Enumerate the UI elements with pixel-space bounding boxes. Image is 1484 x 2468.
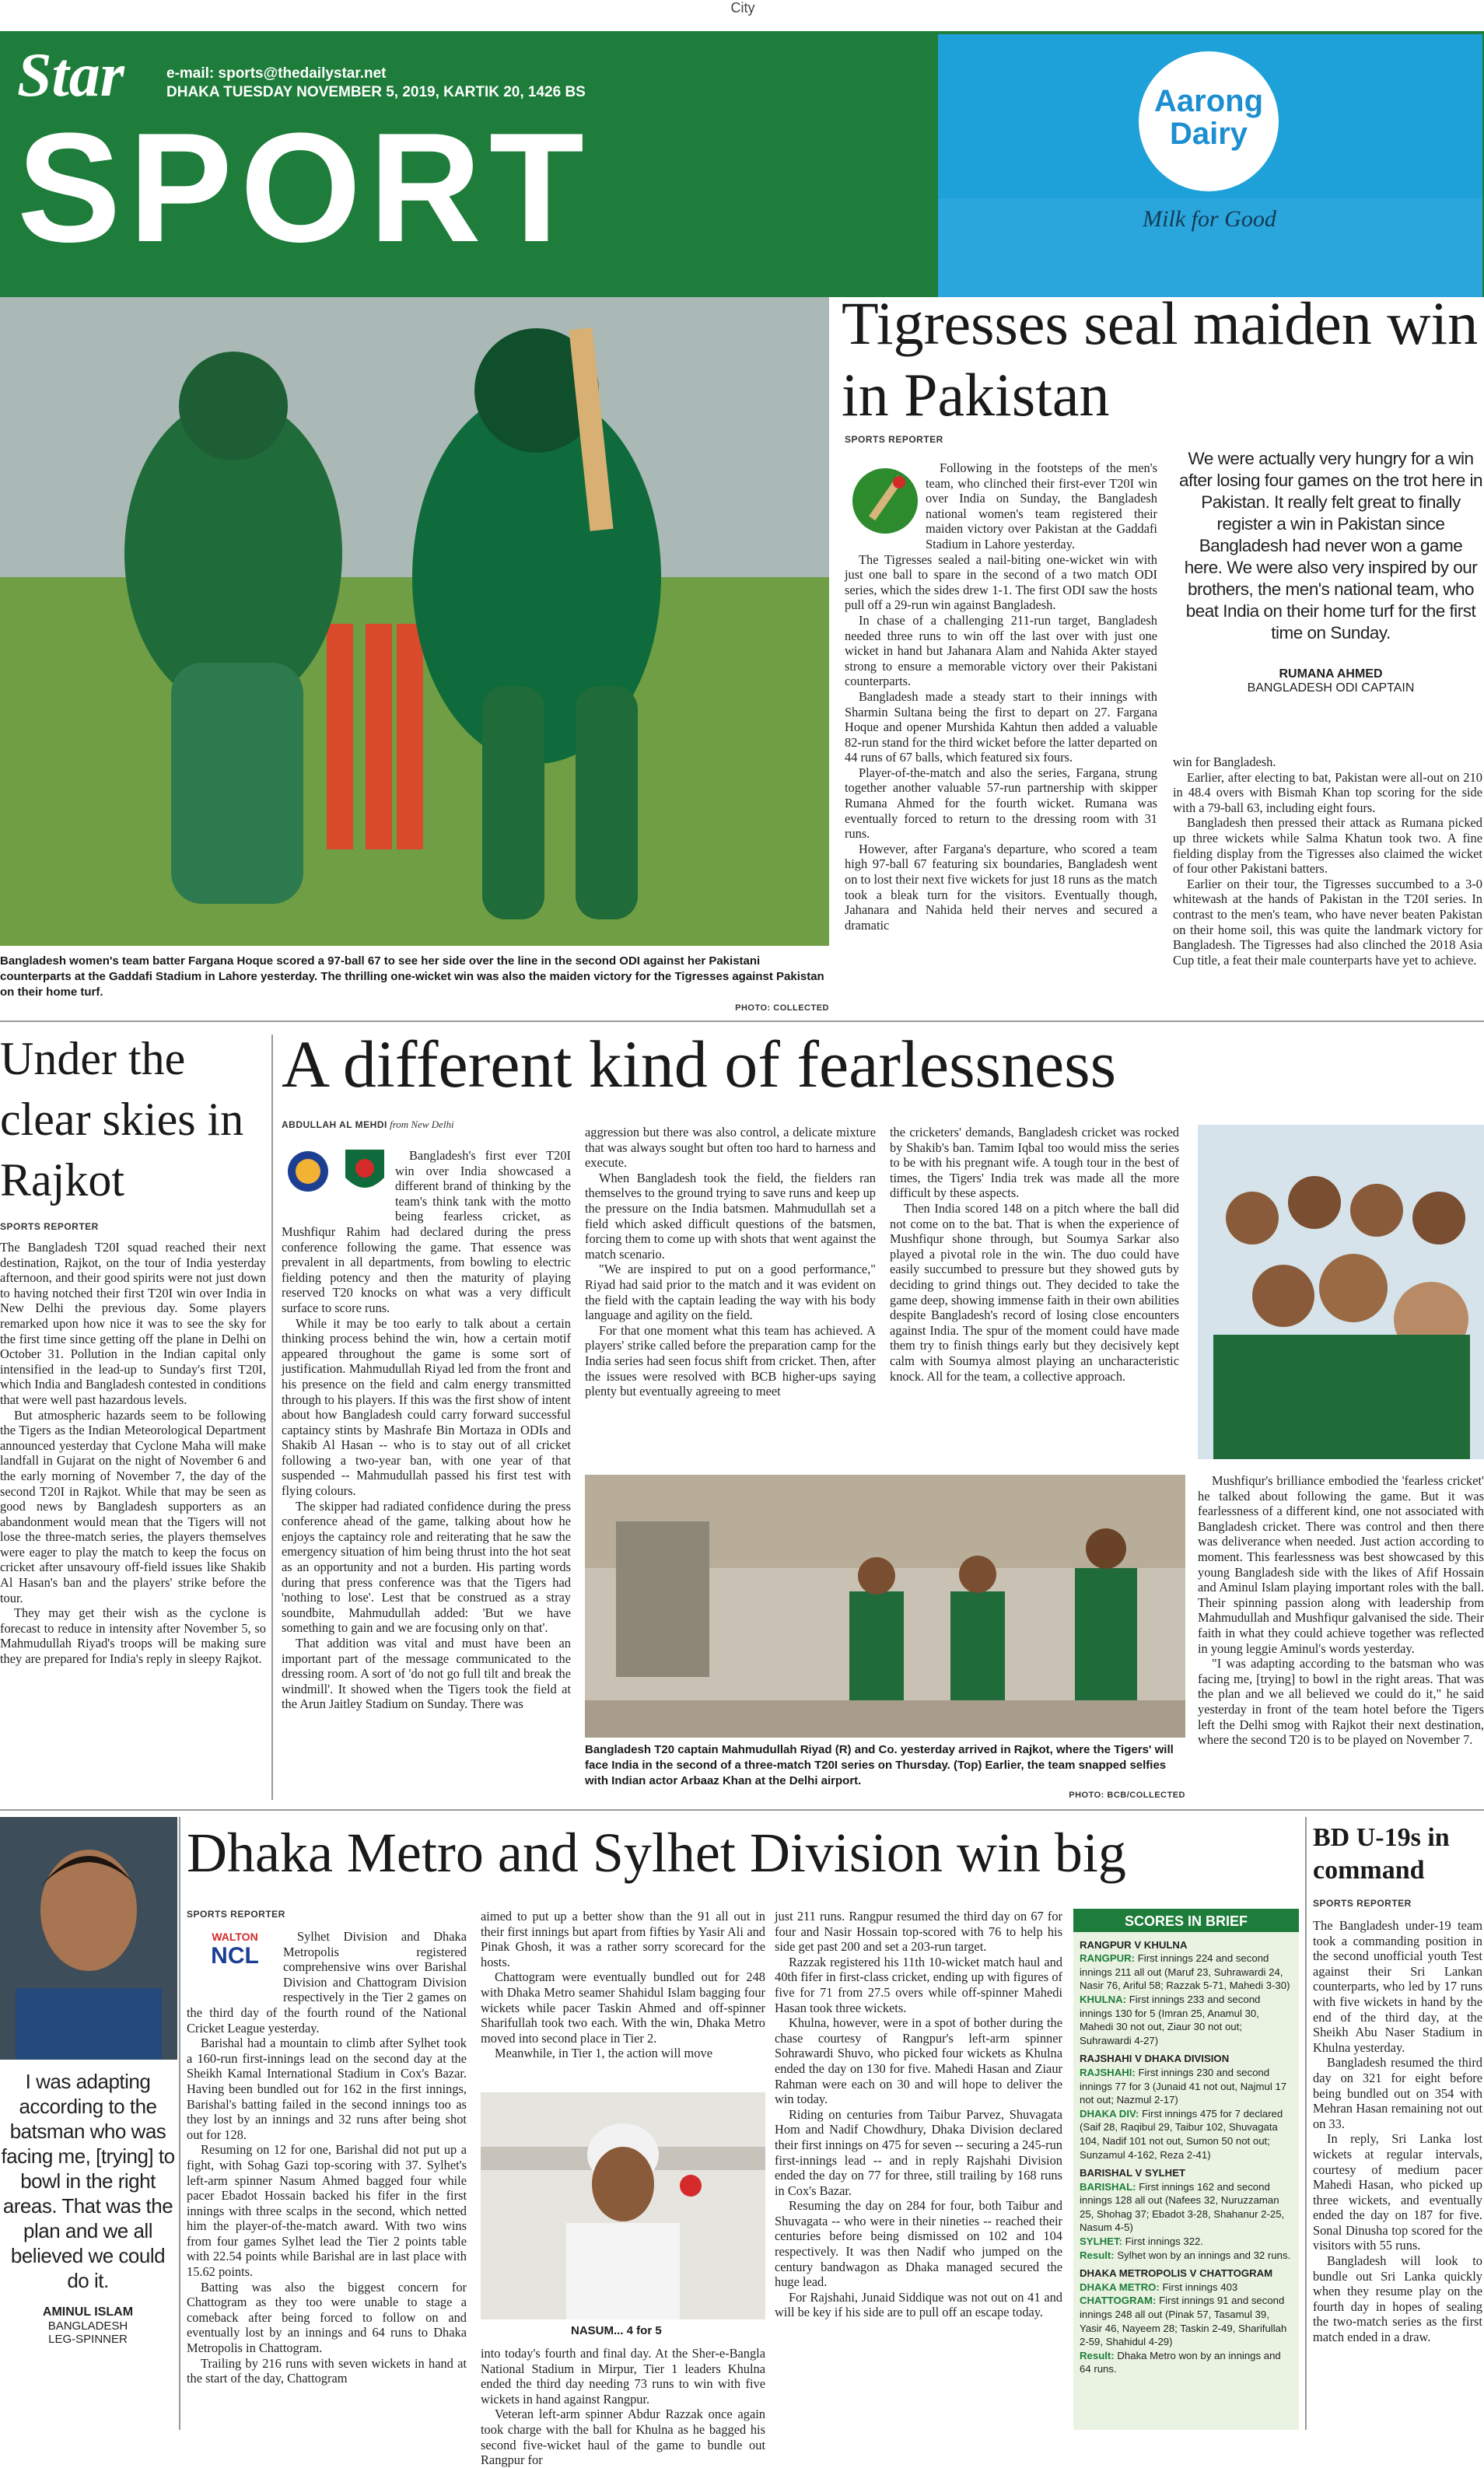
- fearless-column-3: [890, 1125, 1179, 1467]
- scores-text: First innings 233 and second innings 130 for 5 (Imran 25, Anamul 30, Mahedi 30 not out, Ziaur 30 not out; Suhrawardi 4-27): [1080, 1993, 1261, 2046]
- scores-match-head: BARISHAL V SYLHET: [1080, 2167, 1186, 2179]
- ncl-paragraph: Veteran left-arm spinner Abdur Razzak once again took charge with the ball for Khulna as he bagged his second five-wicket haul of the game to bundle out Rangpur for: [481, 2407, 765, 2468]
- ncl-paragraph: Khulna, however, were in a spot of bother during the chase courtesy of Rangpur's left-arm spinner Sohrawardi Shuvo, who picked four wickets as Khulna ended the day on 130 for five. Mahedi Hasan and Ziaur Rahman were each on 30 and will hope to deliver the win today.: [775, 2015, 1062, 2107]
- ncl-paragraph: Razzak registered his 11th 10-wicket match haul and 40th fifer in first-class cricket, ending up with figures of five for 71 from 27.5 overs while off-spinner Mahedi Hasan took three wickets.: [775, 1954, 1062, 2015]
- ncl-column-2b: [481, 2346, 765, 2468]
- fearless-headline: A different kind of fearlessness: [282, 1027, 1117, 1101]
- ncl-column-2: [481, 1909, 765, 2089]
- scores-line: [1080, 2235, 1293, 2249]
- scores-text: First innings 224 and second innings 211 all out (Maruf 23, Suhrawardi 24, Nasir 76, Ariful 58; Razzak 5-71, Mahedi 3-30): [1080, 1952, 1290, 1992]
- aminul-quote-text: I was adapting according to the batsman who was facing me, [trying] to bowl in the right areas. That was the plan and we all believed we could do it.: [1, 2070, 175, 2292]
- ncl-paragraph: Resuming on 12 for one, Barishal did not put up a fight, with Sohag Gazi top-scoring with 37. Sylhet's left-arm spinner Nasum Ahmed bagged four while pacer Ebadot Hossain backed his fifer in the first innings with three scalps in the second, which netted him the player-of-the-match award. With two wins from four games Sylhet lead the Tier 2 points table with 22.54 points while Barishal are in last place with 15.62 points.: [187, 2142, 467, 2280]
- aminul-quote-name: AMINUL ISLAM: [42, 2305, 134, 2319]
- team-photo: [585, 1475, 1185, 1738]
- ncl-paragraph: Riding on centuries from Taibur Parvez, Shuvagata Hom and Nadif Chowdhury, Dhaka Division declared their first innings on 475 for seven -- securing a 245-run first-innings lead -- and in reply Rajshahi Division ended the day on 77 for three, still trailing by 168 runs in Cox's Bazar.: [775, 2106, 1062, 2198]
- scores-line: [1080, 2294, 1293, 2348]
- scores-team: SYLHET:: [1080, 2235, 1122, 2248]
- divider: [179, 1817, 180, 2430]
- masthead-email: e-mail: sports@thedailystar.net: [166, 65, 387, 82]
- rajkot-body: [0, 1240, 266, 1800]
- scores-line: [1080, 2249, 1293, 2263]
- running-head: City: [730, 0, 755, 16]
- nasum-photo-caption: NASUM... 4 for 5: [571, 2324, 662, 2337]
- lead-paragraph: Earlier on their tour, the Tigresses succumbed to a 3-0 whitewash at the hands of Pakistan in the T20I series. In contrast to the men's team, who have never beaten Pakistan on their home soil, this was quite the landmark victory for Bangladesh. The Tigresses had also clinched the 2018 Asia Cup title, a feat their male counterparts have yet to achieve.: [1173, 876, 1482, 968]
- lead-pull-quote-text: We were actually very hungry for a win after losing four games on the trot here in Pakistan. It really felt great to finally register a win in Pakistan since Bangladesh had never won a game here. We were also very inspired by our brothers, the men's national team, who beat India on their home turf for the first time on Sunday.: [1179, 449, 1482, 642]
- fearless-paragraph: Bangladesh's first ever T20I win over India showcased a different brand of thinking by the team's think tank with the motto being fearless cricket, as Mushfiqur Rahim had declared during the press conference following the game. That essence was prevalent in all departments, from bowling to electric fielding potency and then the maturity of playing reserved T20 knocks on what was a very difficult surface to score runs.: [282, 1148, 571, 1315]
- rajkot-paragraph: But atmospheric hazards seem to be following the Tigers as the Indian Meteorological Department announced yesterday that Cyclone Maha will make landfall in Gujarat on the night of November 6 and the early morning of November 7, the day of the second T20I in Rajkot. While that may be seen as good news by Bangladesh supporters as an abandonment would mean that the Tigers will not lose the three-match series, the players themselves were eager to play the match to keep the focus on cricket after unsavoury off-field issues like Shakib Al Hasan's ban and the players' strike before the tour.: [0, 1407, 266, 1605]
- scores-team: BARISHAL:: [1080, 2180, 1136, 2193]
- team-photo-illustration: [585, 1475, 1185, 1738]
- scores-match-head: RAJSHAHI V DHAKA DIVISION: [1080, 2053, 1230, 2065]
- scores-box: [1073, 1909, 1299, 2430]
- scores-line: [1080, 2066, 1293, 2107]
- scores-line: [1080, 2281, 1293, 2295]
- scores-team: RAJSHAHI:: [1080, 2066, 1136, 2078]
- scores-match-head: DHAKA METROPOLIS V CHATTOGRAM: [1080, 2267, 1273, 2280]
- rajkot-byline: SPORTS REPORTER: [0, 1221, 99, 1232]
- ncl-paragraph: Resuming the day on 284 for four, both Taibur and Shuvagata -- who were in their nineties -- reached their centuries before being dismissed on 102 and 104 respectively. It was then Nadif who jumped on the century bandwagon as Dhaka managed secured the huge lead.: [775, 2198, 1062, 2290]
- selfie-photo: [1198, 1125, 1484, 1459]
- fearless-paragraph: For that one moment what this team has achieved. A players' strike called before the preparation camp for the India series had seen focus shift from cricket. Then, after the issues were resolved with BCB higher-ups saying plenty but eventually agreeing to meet: [585, 1322, 876, 1399]
- fearless-paragraph: Then India scored 148 on a pitch where the ball did not come on to the bat. That is when the experience of Mushfiqur shone through, but Soumya Sarkar also played a pivotal role in the win. The duo could have easily succumbed to pressure but they showed guts by deciding to grind things out. They decided to take the game deep, showing immense faith in their own abilities despite Bangladesh's record of losing close encounters against India. The spur of the moment could have made them try to finish things early but they decisively kept calm with Soumya almost playing an uncharacteristic knock. All for the team, a collective approach.: [890, 1200, 1179, 1384]
- fearless-paragraph: aggression but there was also control, a delicate mixture that was always sought but often too hard to harness and execute.: [585, 1125, 876, 1171]
- scores-line: [1080, 2107, 1293, 2162]
- scores-title: SCORES IN BRIEF: [1073, 1912, 1299, 1932]
- scores-line: [1080, 2180, 1293, 2235]
- scores-match: [1080, 2166, 1293, 2262]
- ncl-paragraph: into today's fourth and final day. At the Sher-e-Bangla National Stadium in Mirpur, Tier 1 leaders Khulna ended the third day needing 73 runs to win with five wickets in hand against Rangpur.: [481, 2346, 765, 2407]
- scores-text: First innings 162 and second innings 128 all out (Nafees 32, Nuruzzaman 25, Shohag 37; Ebadot 3-28, Shahanur 2-25, Nasum 4-5): [1080, 2180, 1285, 2234]
- ncl-paragraph: Meanwhile, in Tier 1, the action will move: [495, 2046, 712, 2061]
- ncl-column-1: [187, 1929, 467, 2430]
- lead-headline: Tigresses seal maiden win in Pakistan: [842, 289, 1479, 429]
- u19-paragraph: Bangladesh resumed the third day on 321 for eight before being bundled out on 354 with Mehran Hasan remaining not out on 33.: [1313, 2055, 1482, 2131]
- ncl-headline: Dhaka Metro and Sylhet Division win big: [187, 1822, 1126, 1884]
- lead-paragraph: However, after Fargana's departure, who scored a team high 97-ball 67 featuring six boundaries, Bangladesh went on to lost their next five wickets for just 18 runs as the match took a bleak turn for the visitors. Eventually though, Jahanara and Nahida held their nerves and secured a dramatic: [845, 841, 1157, 933]
- fearless-paragraph: The skipper had radiated confidence during the press conference ahead of the game, talking about how he enjoys the captaincy role and reiterating that he saw the emergency situation of him being thrust into the hot seat as an opportunity and not a burden. His parting words during that press conference was that the Tigers had 'nothing to lose'. Lest that be construed as a stray soundbite, Mahmudullah added: 'But we have something to gain and we are focusing only on that'.: [282, 1498, 571, 1636]
- u19-headline: BD U-19s in command: [1313, 1823, 1450, 1885]
- fearless-paragraph: the cricketers' demands, Bangladesh cricket was rocked by Shakib's ban. Tamim Iqbal too would miss the series to be with his pregnant wife. A tough tour in the best of times, the Tigers' India trek was made all the more difficult by these aspects.: [890, 1125, 1179, 1201]
- aminul-photo: [0, 1817, 177, 2060]
- scores-team: Result:: [1080, 2249, 1115, 2261]
- lead-paragraph: Player-of-the-match and also the series, Fargana, strung together another valuable 57-run partnership with skipper Rumana Ahmed for the fourth wicket. Rumana was eventually forced to return to the dressing room with 31 runs.: [845, 765, 1157, 842]
- nasum-photo-illustration: [481, 2092, 765, 2319]
- aminul-quote: [0, 2069, 176, 2346]
- lead-paragraph: Bangladesh made a steady start to their innings with Sharmin Sultana being the first to depart on 27. Fargana Hoque and opener Murshida Kahtun then added a valuable 82-run stand for the third wicket before the latter departed on 44 runs of 67 balls, which featured six fours.: [845, 688, 1157, 765]
- ncl-byline: SPORTS REPORTER: [187, 1909, 285, 1920]
- masthead-brand: Star: [17, 41, 124, 110]
- aminul-photo-illustration: [0, 1817, 177, 2060]
- ncl-paragraph: For Rajshahi, Junaid Siddique was not out on 41 and will be key if his side are to pull off an escape today.: [775, 2289, 1062, 2320]
- rajkot-paragraph: The Bangladesh T20I squad reached their next destination, Rajkot, on the tour of India yesterday afternoon, and their good spirits were not just down to having notched their first T20I win over India in New Delhi the previous day. Some players remarked upon how nice it was to see the sky for the first time since getting off the plane in Delhi on October 31. Pollution in the Indian capital only intensified in the lead-up to Sunday's first T20I, which India and Bangladesh contested in conditions that were well past hazardous levels.: [0, 1240, 266, 1407]
- divider: [0, 1809, 1484, 1811]
- lead-pull-quote-title: BANGLADESH ODI CAPTAIN: [1247, 681, 1415, 695]
- scores-line: [1080, 1993, 1293, 2047]
- lead-paragraph: Earlier, after electing to bat, Pakistan were all-out on 210 in 48.4 overs with Bismah Khan top scoring for the side with a 79-ball 63, including eight fours.: [1173, 769, 1482, 815]
- scores-text: Sylhet won by an innings and 32 runs.: [1117, 2249, 1291, 2261]
- scores-team: Result:: [1080, 2349, 1115, 2361]
- scores-match: [1080, 2052, 1293, 2162]
- u19-byline: SPORTS REPORTER: [1313, 1898, 1412, 1909]
- lead-photo-credit: PHOTO: COLLECTED: [735, 1003, 829, 1013]
- team-photo-caption: Bangladesh T20 captain Mahmudullah Riyad (R) and Co. yesterday arrived in Rajkot, where the Tigers' will face India in the second of a three-match T20I series on Thursday. (Top) Earlier, the team snapped selfies with Indian actor Arbaaz Khan at the Delhi airport.: [585, 1743, 1174, 1787]
- ad-brand-line1: Aarong: [1154, 84, 1263, 118]
- lead-paragraph: win for Bangladesh.: [1173, 754, 1276, 769]
- fearless-column-1: [282, 1148, 571, 1800]
- fearless-paragraph: "We are inspired to put on a good performance," Riyad had said prior to the match and it was evident on the field with the captain leading the way with his body language and agility on the field.: [585, 1262, 876, 1323]
- scores-team: DHAKA METRO:: [1080, 2281, 1160, 2293]
- ncl-paragraph: Batting was also the biggest concern for Chattogram as they too were unable to stage a comeback after being forced to follow on and eventually lost by an innings and 64 runs to Dhaka Metropolis in Chattogram.: [187, 2279, 467, 2356]
- fearless-paragraph: When Bangladesh took the field, the fielders ran themselves to the ground trying to save runs and keep up the pressure on the India batsmen. Mahmudullah set a field which asked difficult questions of the batsmen, forcing them to come up with shots that went against the match scenario.: [585, 1170, 876, 1262]
- scores-line: [1080, 1952, 1293, 1993]
- u19-body: [1313, 1918, 1482, 2430]
- fearless-byline: [282, 1118, 454, 1131]
- divider: [1305, 1817, 1307, 2430]
- rajkot-headline: Under the clear skies in Rajkot: [0, 1033, 244, 1206]
- ncl-paragraph: aimed to put up a better show than the 91 all out in their first innings but apart from fifties by Yasir Ali and Pinak Ghosh, it was a rather sorry scorecard for the hosts.: [481, 1909, 765, 1969]
- aminul-quote-role: LEG-SPINNER: [48, 2333, 128, 2346]
- lead-photo-illustration: [0, 297, 829, 946]
- fearless-paragraph: Mushfiqur's brilliance embodied the 'fearless cricket' he talked about following the game. But it was fearlessness of a different kind, one not associated with Bangladesh cricket. There was control and then there was deliverance when needed. Just action according to moment. This fearlessness was best showcased by this young Bangladesh side with the likes of Afif Hossain and Aminul Islam playing important roles with the ball. Their spinning passion along with leadership from Mahmudullah and Mushfiqur galvanised the side. Their faith in what they could achieve together was reflected in young leggie Aminul's words yesterday.: [1198, 1473, 1484, 1656]
- ncl-paragraph: Sylhet Division and Dhaka Metropolis registered comprehensive wins over Barishal Division and Chattogram Division respectively in the Tier 2 games on the third day of the fourth round of the National Cricket League yesterday.: [187, 1929, 467, 2036]
- ncl-logo-top: WALTON: [212, 1931, 258, 1943]
- lead-pull-quote: [1179, 448, 1482, 695]
- fearless-column-2: [585, 1125, 876, 1467]
- scores-line: [1080, 2349, 1293, 2376]
- scores-match: [1080, 1938, 1293, 2048]
- ad-brand-line2: Dairy: [1169, 117, 1248, 151]
- fearless-paragraph: While it may be too early to talk about a certain thinking process behind the win, how a certain motif appeared throughout the game is some sort of justification. Mahmudullah Riyad led from the front and his presence on the field and calm energy transmitted through to his players. If this was the first show of intent about how Bangladesh could carry forward successful captaincy stints by Mashrafe Bin Mortaza in ODIs and Shakib Al Hasan -- who is to stay out of all cricket following a two-year ban, with one year of that suspended -- Mahmudullah passed his first test with flying colours.: [282, 1315, 571, 1499]
- rajkot-paragraph: They may get their wish as the cyclone is forecast to reduce in intensity after November 5, so Mahmudullah Riyad's troops will be making sure they are prepared for India's reply in sleepy Rajkot.: [0, 1605, 266, 1667]
- lead-pull-quote-name: RUMANA AHMED: [1279, 667, 1383, 681]
- scores-team: KHULNA:: [1080, 1993, 1127, 2005]
- scores-text: First innings 230 and second innings 77 for 3 (Junaid 41 not out, Najmul 17 not out; Nazmul 2-17): [1080, 2066, 1287, 2106]
- scores-team: CHATTOGRAM:: [1080, 2295, 1157, 2307]
- scores-text: First innings 403: [1162, 2281, 1238, 2293]
- ad-tagline: Milk for Good: [1143, 206, 1276, 232]
- scores-team: RANGPUR:: [1080, 1952, 1136, 1965]
- masthead-dateline: DHAKA TUESDAY NOVEMBER 5, 2019, KARTIK 20, 1426 BS: [166, 84, 586, 100]
- ncl-paragraph: Barishal had a mountain to climb after Sylhet took a 160-run first-innings lead on the second day at the Sheikh Kamal International Stadium in Cox's Bazar. Having been bundled out for 162 in the first innings, Barishal's batting failed in the second innings too as they lost by an innings and 32 runs after being shot out for 128.: [187, 2036, 467, 2142]
- ncl-column-3: [775, 1909, 1062, 2430]
- lead-paragraph: Bangladesh then pressed their attack as Rumana picked up three wickets while Salma Khatun took two. A fine fielding display from the Tigresses also claimed the wicket of four other Pakistani batters.: [1173, 815, 1482, 877]
- lead-paragraph: Following in the footsteps of the men's team, who clinched their first-ever T20I win over India on Sunday, the Bangladesh national women's team registered their maiden victory over Pakistan at the Gaddafi Stadium in Lahore yesterday.: [926, 460, 1157, 551]
- lead-byline: SPORTS REPORTER: [845, 434, 943, 445]
- divider: [271, 1034, 273, 1800]
- ncl-paragraph: just 211 runs. Rangpur resumed the third day on 67 for four and Nasir Hossain top-scored with 76 to help his side get past 200 and set a 203-run target.: [775, 1909, 1062, 1955]
- scores-text: First innings 322.: [1125, 2235, 1204, 2248]
- nasum-photo: [481, 2092, 765, 2319]
- u19-paragraph: The Bangladesh under-19 team took a commanding position in the second unofficial youth Test against their Sri Lankan counterparts, who led by 17 runs with five wickets in hand by the end of the third day, at the Sheikh Abu Naser Stadium in Khulna yesterday.: [1313, 1918, 1482, 2055]
- fearless-column-4: [1198, 1473, 1484, 1800]
- fearless-byline-place: from New Delhi: [390, 1118, 454, 1130]
- lead-paragraph: The Tigresses sealed a nail-biting one-wicket win with just one ball to spare in the second of a two match ODI series, which the sides drew 1-1. The first ODI saw the hosts pull off a 29-run win against Bangladesh.: [845, 551, 1157, 613]
- scores-team: DHAKA DIV:: [1080, 2107, 1139, 2120]
- lead-column-2: [1173, 754, 1482, 1014]
- scores-match: [1080, 2267, 1293, 2376]
- scores-text: First innings 91 and second innings 248 all out (Pinak 57, Tasamul 39, Yasir 46, Nayeem 28; Taskin 2-49, Sharifullah 2-59, Shahidul 4-29): [1080, 2295, 1287, 2348]
- scores-text: First innings 475 for 7 declared (Saif 28, Raqibul 29, Taibur 102, Shuvagata 104, Nadif 101 not out, Sumon 50 not out; Sunzamul 4-162, Reza 2-41): [1080, 2107, 1283, 2161]
- selfie-photo-illustration: [1198, 1125, 1484, 1459]
- lead-paragraph: In chase of a challenging 211-run target, Bangladesh needed three runs to win off the last over with just one wicket in hand but Jahanara Alam and Nahida Akter stayed strong to ensure a memorable victory over their Pakistani counterparts.: [845, 612, 1157, 689]
- masthead-section-title: SPORT: [17, 101, 592, 275]
- lead-photo-caption: Bangladesh women's team batter Fargana Hoque scored a 97-ball 67 to see her side over the line in the second ODI against her Pakistani counterparts at the Gaddafi Stadium in Lahore yesterday. The thrilling one-wicket win was also the maiden victory for the Tigresses against Pakistan on their home turf.: [0, 954, 824, 999]
- u19-paragraph: In reply, Sri Lanka lost wickets at regular intervals, courtesy of medium pacer Mahedi Hasan, who picked up three wickets, and eventually ended the day on 187 for five. Sonal Dinusha top scored for the visitors with 55 runs.: [1313, 2131, 1482, 2253]
- team-photo-credit: PHOTO: BCB/COLLECTED: [1069, 1791, 1185, 1800]
- lead-column-1: [845, 460, 1157, 1014]
- divider: [0, 1020, 1484, 1022]
- ncl-paragraph: Trailing by 216 runs with seven wickets in hand at the start of the day, Chattogram: [187, 2355, 467, 2386]
- ncl-logo-bottom: NCL: [211, 1943, 259, 1969]
- scores-match-head: RANGPUR V KHULNA: [1080, 1938, 1188, 1951]
- aminul-quote-team: BANGLADESH: [47, 2319, 128, 2333]
- u19-paragraph: Bangladesh will look to bundle out Sri Lanka quickly when they resume play on the fourth day in hopes of sealing the two-match series as the first match ended in a draw.: [1313, 2253, 1482, 2345]
- fearless-byline-name: ABDULLAH AL MEHDI: [282, 1119, 387, 1130]
- scores-text: Dhaka Metro won by an innings and 64 runs.: [1080, 2349, 1281, 2375]
- ncl-paragraph: Chattogram were eventually bundled out for 248 with Dhaka Metro seamer Shahidul Islam bagging four wickets while pacer Taskin Ahmed and off-spinner Sharifullah took two each. With the win, Dhaka Metro moved into second place in Tier 2.: [481, 1969, 765, 2046]
- fearless-paragraph: "I was adapting according to the batsman who was facing me, [trying] to bowl in the right areas. That was the plan and we all believed we could do it," he said yesterday in front of the team hotel before the Tigers left the Delhi smog with Rajkot their next destination, where the second T20 is to be played on November 7.: [1198, 1656, 1484, 1748]
- lead-photo: [0, 297, 829, 946]
- fearless-paragraph: That addition was vital and must have been an important part of the message communicated to the dressing room. A sort of 'do not go full tilt and break the windmill'. It showed when the Tigers took the field at the Arun Jaitley Stadium on Sunday. There was: [282, 1636, 571, 1712]
